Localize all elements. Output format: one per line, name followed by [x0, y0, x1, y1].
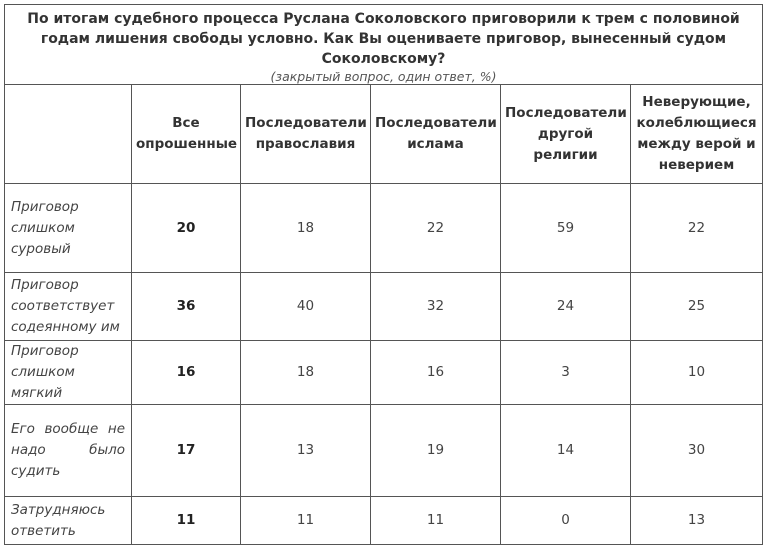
- value-islam: 32: [371, 273, 501, 341]
- row-label: Приговор соответствует содеянному им: [5, 273, 132, 341]
- value-all: 20: [132, 184, 241, 273]
- survey-table: [4, 4, 763, 545]
- value-orthodox: 13: [241, 405, 371, 497]
- table-row: [5, 184, 763, 273]
- value-orthodox: 18: [241, 184, 371, 273]
- value-islam: 16: [371, 341, 501, 405]
- value-all: 36: [132, 273, 241, 341]
- value-other-religion: 24: [501, 273, 631, 341]
- value-non-believers: 25: [631, 273, 763, 341]
- value-islam: 19: [371, 405, 501, 497]
- value-other-religion: 14: [501, 405, 631, 497]
- row-label: Его вообще не надо было судить: [5, 405, 132, 497]
- value-all: 17: [132, 405, 241, 497]
- value-non-believers: 30: [631, 405, 763, 497]
- row-label: Затрудняюсь ответить: [5, 497, 132, 545]
- table-row: [5, 497, 763, 545]
- value-non-believers: 13: [631, 497, 763, 545]
- header-islam: Последователи ислама: [371, 85, 501, 184]
- value-other-religion: 3: [501, 341, 631, 405]
- table-row: [5, 273, 763, 341]
- value-orthodox: 40: [241, 273, 371, 341]
- header-other-religion: Последователи другой религии: [501, 85, 631, 184]
- row-label: Приговор слишком суровый: [5, 184, 132, 273]
- table-row: [5, 405, 763, 497]
- table-row: [5, 341, 763, 405]
- value-orthodox: 11: [241, 497, 371, 545]
- row-label: Приговор слишком мягкий: [5, 341, 132, 405]
- header-non-believers: Неверующие, колеблющиеся между верой и неверием: [631, 85, 763, 184]
- header-orthodox: Последователи православия: [241, 85, 371, 184]
- value-other-religion: 59: [501, 184, 631, 273]
- value-islam: 11: [371, 497, 501, 545]
- question-note: (закрытый вопрос, один ответ, %): [270, 69, 497, 84]
- value-other-religion: 0: [501, 497, 631, 545]
- value-non-believers: 10: [631, 341, 763, 405]
- value-all: 11: [132, 497, 241, 545]
- table-caption: [5, 5, 763, 85]
- question-title: По итогам судебного процесса Руслана Соколовского приговорили к трем с половиной годам лишения свободы условно. Как Вы оцениваете приговор, вынесенный судом Соколовскому?: [27, 11, 740, 67]
- value-orthodox: 18: [241, 341, 371, 405]
- header-row: [5, 85, 763, 184]
- value-islam: 22: [371, 184, 501, 273]
- header-empty: [5, 85, 132, 184]
- value-all: 16: [132, 341, 241, 405]
- header-all-respondents: Все опрошенные: [132, 85, 241, 184]
- value-non-believers: 22: [631, 184, 763, 273]
